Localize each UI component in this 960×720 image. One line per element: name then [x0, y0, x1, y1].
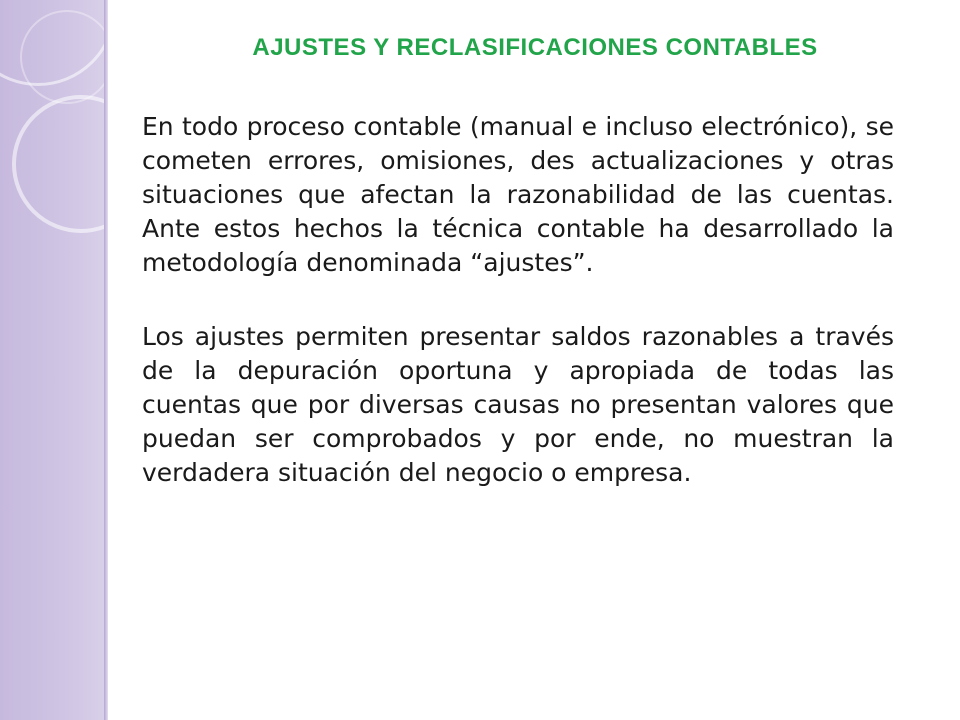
slide-body: [142, 110, 894, 530]
slide-title: AJUSTES Y RECLASIFICACIONES CONTABLES: [252, 34, 818, 61]
decorative-ring: [12, 95, 104, 233]
paragraph-2: Los ajustes permiten presentar saldos razonables a través de la depuración oportuna y apropiada de todas las cuentas que por diversas causas no presentan valores que puedan ser comprobados y por ende, no muestran la verdadera situación del negocio o empresa.: [142, 322, 894, 487]
decorative-side-band: [0, 0, 104, 720]
decorative-ring: [20, 10, 104, 104]
side-band-edge: [104, 0, 108, 720]
paragraph-1: En todo proceso contable (manual e incluso electrónico), se cometen errores, omisiones, des actualizaciones y otras situaciones que afectan la razonabilidad de las cuentas. Ante estos hechos la técnica contable ha desarrollado la metodología denominada “ajustes”.: [142, 112, 894, 277]
